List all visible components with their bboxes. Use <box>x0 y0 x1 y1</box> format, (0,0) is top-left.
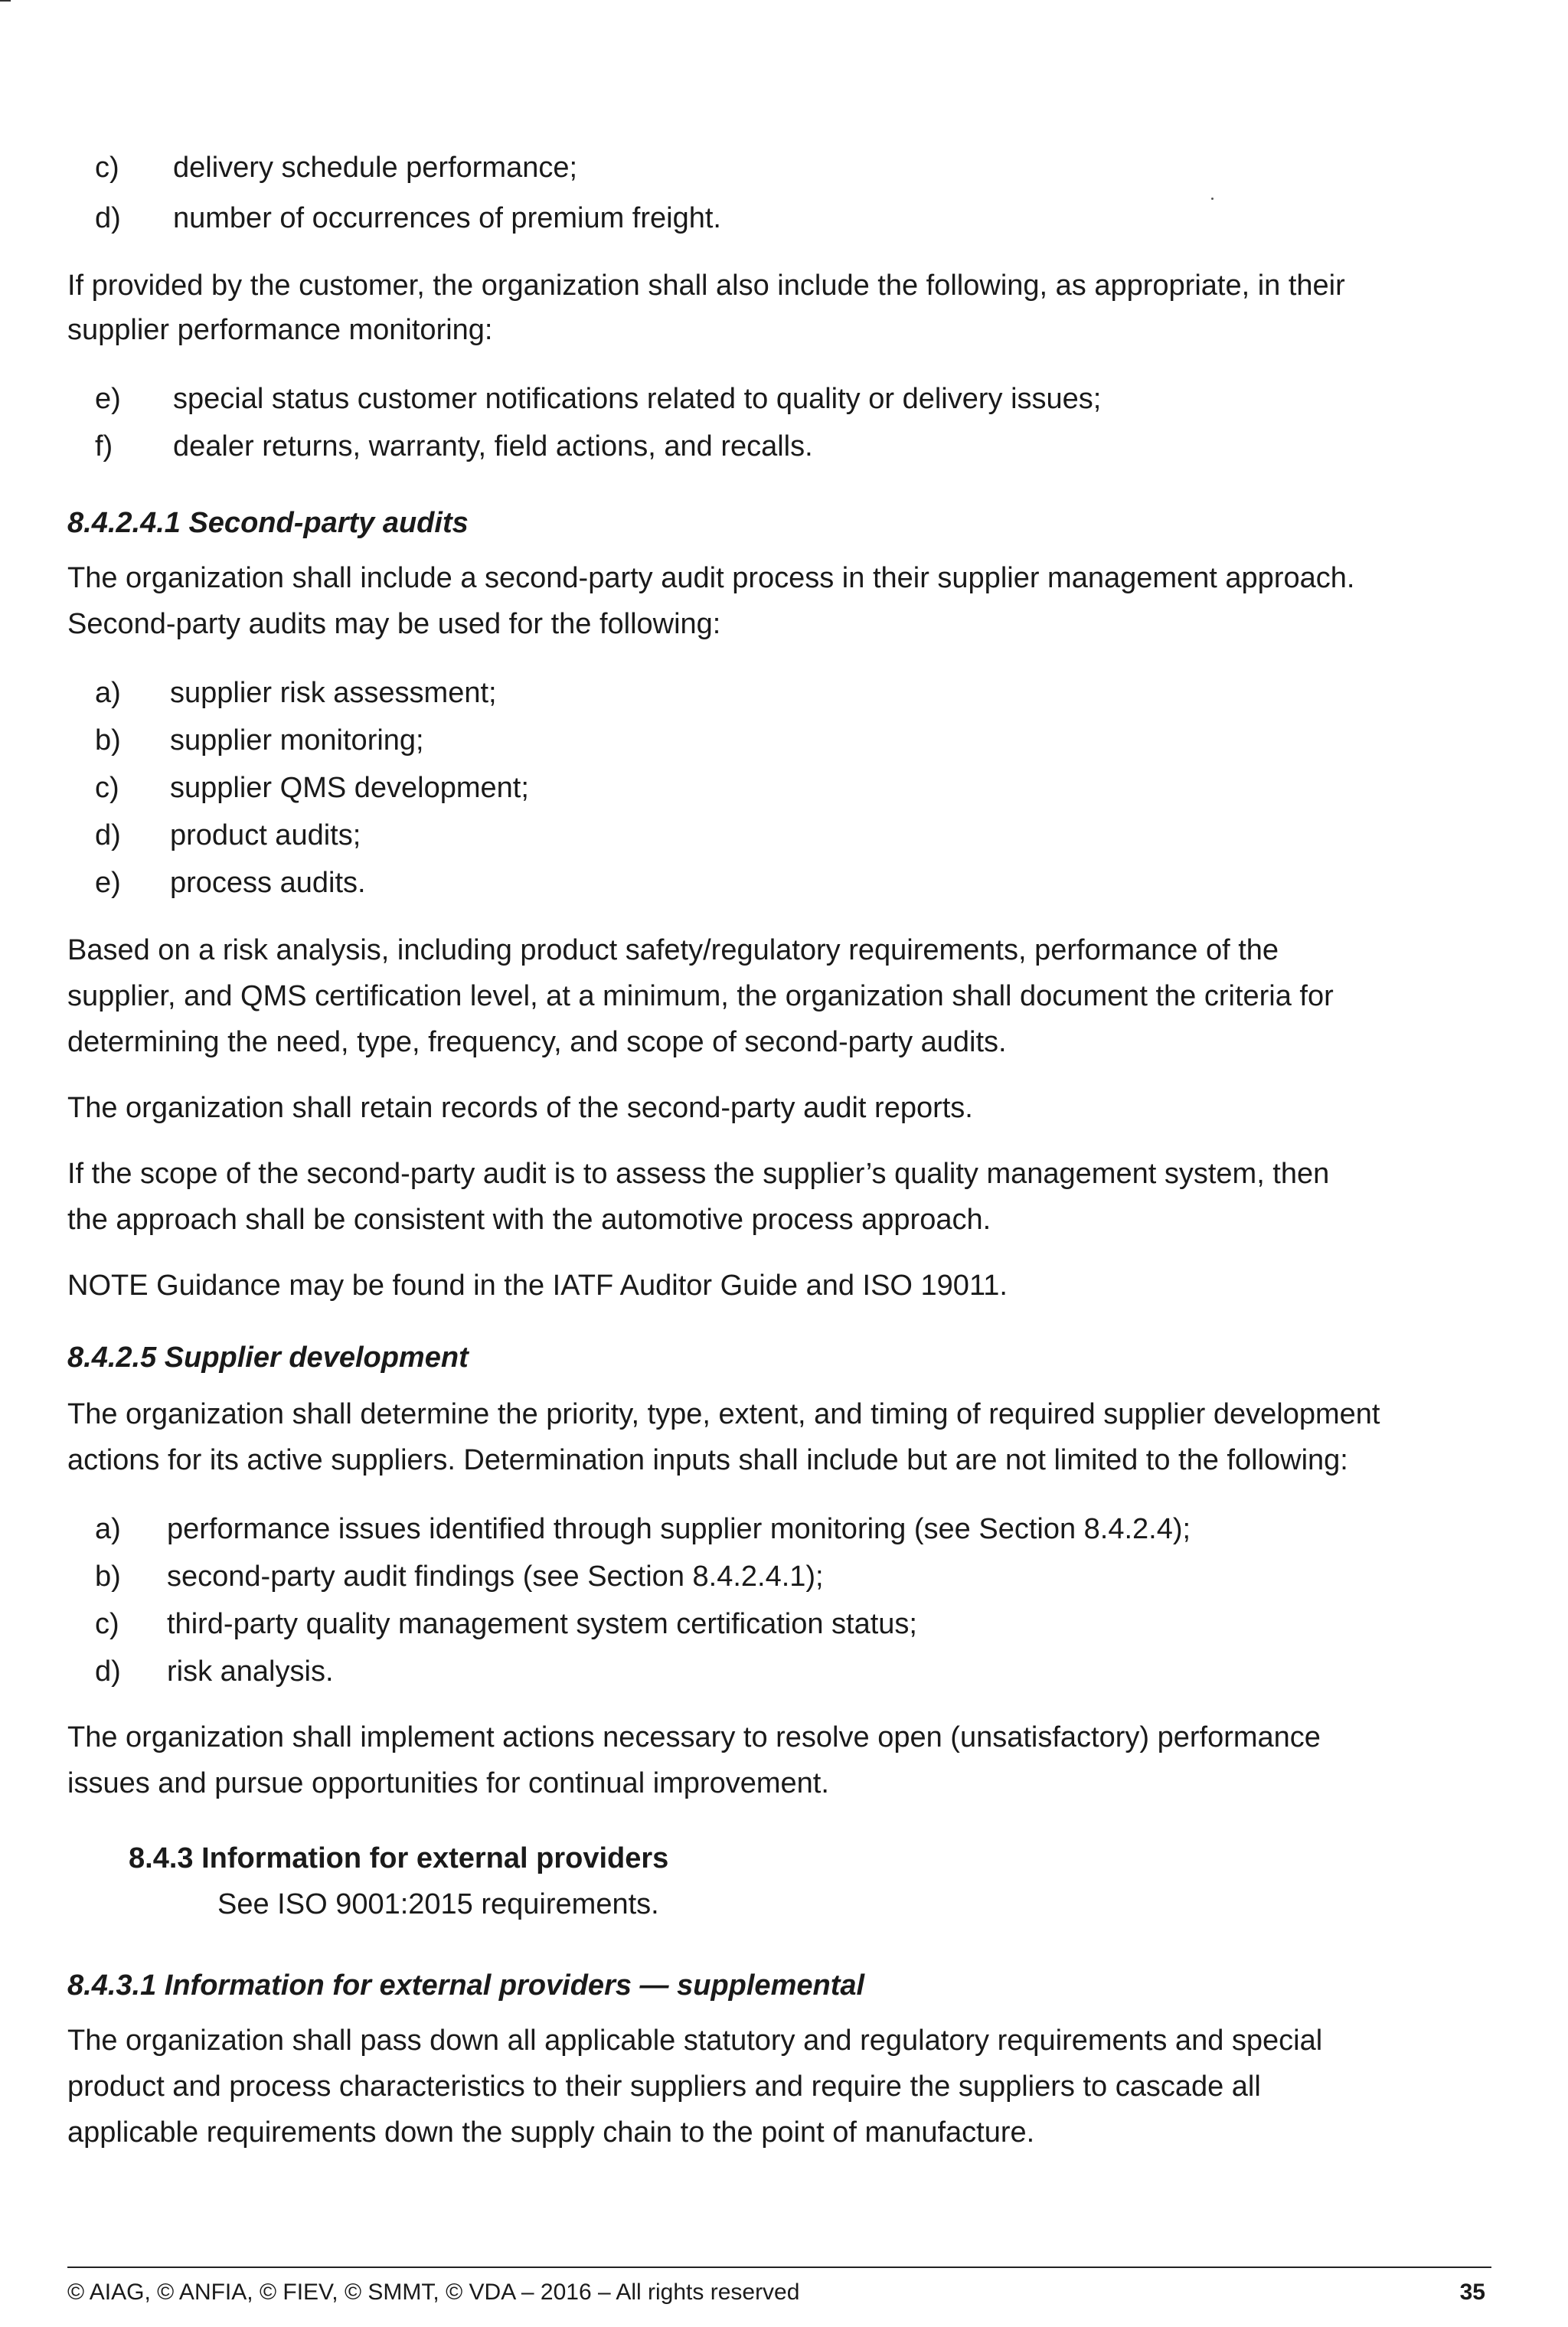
list-item-text: performance issues identified through supplier monitoring (see Section 8.4.2.4); <box>167 1513 1191 1545</box>
list-item-text: third-party quality management system certification status; <box>167 1608 917 1640</box>
list-item-text: special status customer notifications related to quality or delivery issues; <box>173 383 1102 415</box>
paragraph-line: Second-party audits may be used for the following: <box>67 608 721 640</box>
section-heading: 8.4.2.4.1 Second-party audits <box>67 507 469 539</box>
list-item-marker: d) <box>95 819 121 851</box>
footer-divider <box>67 2267 1491 2268</box>
note-text: NOTE Guidance may be found in the IATF Auditor Guide and ISO 19011. <box>67 1270 1008 1302</box>
list-item-text: supplier monitoring; <box>170 724 424 757</box>
list-item-marker: d) <box>95 1655 121 1688</box>
list-item-text: process audits. <box>170 867 366 899</box>
paragraph-line: Based on a risk analysis, including product safety/regulatory requirements, performance of the <box>67 934 1279 966</box>
list-item-text: number of occurrences of premium freight. <box>173 202 721 234</box>
paragraph-line: actions for its active suppliers. Determination inputs shall include but are not limited to the following: <box>67 1444 1348 1476</box>
section-heading: 8.4.3.1 Information for external providers — supplemental <box>67 1969 865 2002</box>
list-item-text: second-party audit findings (see Section 8.4.2.4.1); <box>167 1561 824 1593</box>
section-heading: 8.4.2.5 Supplier development <box>67 1342 469 1374</box>
list-item-marker: d) <box>95 202 121 234</box>
paragraph-line: issues and pursue opportunities for continual improvement. <box>67 1767 829 1799</box>
clause-heading: 8.4.3 Information for external providers <box>129 1842 669 1874</box>
paragraph-line: The organization shall determine the priority, type, extent, and timing of required supplier development <box>67 1398 1380 1430</box>
list-item-marker: e) <box>95 383 121 415</box>
list-item-marker: b) <box>95 1561 121 1593</box>
paragraph-line: The organization shall retain records of the second-party audit reports. <box>67 1092 973 1124</box>
list-item-marker: c) <box>95 152 119 184</box>
footer-copyright: © AIAG, © ANFIA, © FIEV, © SMMT, © VDA – 2016 – All rights reserved <box>67 2280 800 2305</box>
paragraph-line: The organization shall pass down all applicable statutory and regulatory requirements and special <box>67 2025 1323 2057</box>
scan-speck <box>1211 198 1214 200</box>
paragraph-line: supplier, and QMS certification level, at a minimum, the organization shall document the criteria for <box>67 980 1334 1012</box>
list-item-text: product audits; <box>170 819 361 851</box>
list-item-text: supplier risk assessment; <box>170 677 497 709</box>
list-item-text: supplier QMS development; <box>170 772 529 804</box>
list-item-marker: a) <box>95 677 121 709</box>
list-item-text: delivery schedule performance; <box>173 152 578 184</box>
list-item-text: risk analysis. <box>167 1655 334 1688</box>
paragraph-line: the approach shall be consistent with the automotive process approach. <box>67 1204 991 1236</box>
list-item-marker: f) <box>95 430 113 462</box>
paragraph-line: The organization shall implement actions necessary to resolve open (unsatisfactory) performance <box>67 1721 1321 1753</box>
list-item-marker: b) <box>95 724 121 757</box>
paragraph-line: If the scope of the second-party audit is to assess the supplier’s quality management system, then <box>67 1158 1330 1190</box>
page-number: 35 <box>1459 2280 1485 2305</box>
list-item-text: dealer returns, warranty, field actions, and recalls. <box>173 430 813 462</box>
scan-corner-mark <box>0 0 11 2</box>
list-item-marker: c) <box>95 1608 119 1640</box>
list-item-marker: a) <box>95 1513 121 1545</box>
clause-reference-text: See ISO 9001:2015 requirements. <box>217 1888 659 1920</box>
paragraph-line: applicable requirements down the supply chain to the point of manufacture. <box>67 2116 1035 2149</box>
paragraph-line: The organization shall include a second-party audit process in their supplier management approach. <box>67 562 1355 594</box>
paragraph-line: supplier performance monitoring: <box>67 314 493 346</box>
list-item-marker: c) <box>95 772 119 804</box>
list-item-marker: e) <box>95 867 121 899</box>
paragraph-line: determining the need, type, frequency, and scope of second-party audits. <box>67 1026 1007 1058</box>
paragraph-line: product and process characteristics to their suppliers and require the suppliers to cascade all <box>67 2070 1261 2103</box>
paragraph-line: If provided by the customer, the organization shall also include the following, as appropriate, in their <box>67 270 1345 302</box>
